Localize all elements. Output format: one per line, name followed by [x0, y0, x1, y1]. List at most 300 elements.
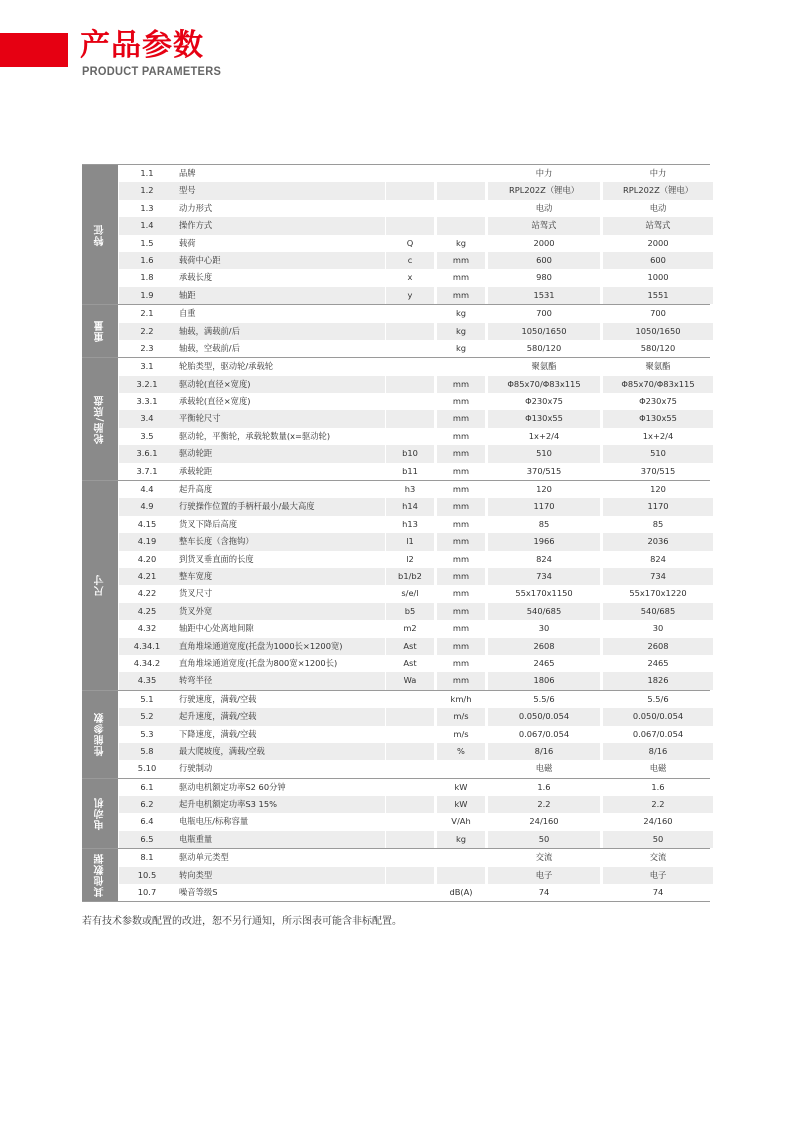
- spec-no: 3.2.1: [119, 376, 175, 393]
- spec-value-model-2: 1.6: [602, 779, 713, 796]
- spec-value-model-2: 电动: [602, 200, 713, 217]
- spec-symbol: m2: [385, 620, 434, 637]
- spec-value-model-1: 1806: [487, 672, 600, 689]
- spec-value-model-2: 120: [602, 481, 713, 498]
- spec-group-label: [82, 779, 119, 849]
- spec-unit: [436, 867, 485, 884]
- spec-unit: mm: [436, 620, 485, 637]
- spec-value-model-2: RPL202Z（锂电）: [602, 182, 713, 199]
- spec-name: 驱动轮距: [175, 445, 385, 462]
- spec-no: 6.5: [119, 831, 175, 848]
- spec-unit: [436, 760, 485, 777]
- spec-symbol: h14: [385, 498, 434, 515]
- spec-value-model-1: 1170: [487, 498, 600, 515]
- spec-name: 直角堆垛通道宽度(托盘为800宽×1200长): [179, 657, 338, 668]
- spec-symbol: [385, 884, 434, 901]
- spec-value-model-1: 0.067/0.054: [487, 726, 600, 743]
- spec-unit: [436, 849, 485, 866]
- spec-name: 载荷: [179, 237, 196, 248]
- spec-value-model-2: 1170: [602, 498, 713, 515]
- spec-no: 5.3: [140, 728, 154, 739]
- spec-name: 载荷中心距: [175, 252, 385, 269]
- spec-name: 承载长度: [179, 272, 213, 283]
- spec-no: 4.34.2: [133, 657, 161, 668]
- spec-name: 行驶速度，满载/空载: [179, 693, 257, 704]
- spec-value-model-2: 734: [602, 568, 713, 585]
- spec-no: 3.7.1: [136, 465, 158, 476]
- spec-name: 货叉外宽: [175, 603, 385, 620]
- spec-unit: [436, 182, 485, 199]
- spec-value-model-2: 2465: [602, 655, 713, 672]
- spec-unit: kW: [436, 779, 485, 796]
- spec-name: 行驶制动: [179, 763, 213, 774]
- spec-value-model-1: 85: [487, 516, 600, 533]
- spec-name: 驱动电机额定功率S2 60分钟: [179, 781, 286, 792]
- spec-unit: m/s: [436, 708, 485, 725]
- spec-no: 2.1: [140, 308, 154, 319]
- table-row: [119, 672, 713, 689]
- spec-value-model-2: 1x+2/4: [602, 428, 713, 445]
- spec-no: 6.2: [119, 796, 175, 813]
- spec-value-model-2: 74: [602, 884, 713, 901]
- spec-group-label: [82, 481, 119, 690]
- spec-symbol: Ast: [385, 655, 434, 672]
- table-row: [119, 481, 713, 498]
- spec-symbol: [385, 428, 434, 445]
- spec-name: 驱动轮(直径×宽度): [175, 376, 385, 393]
- table-row: [119, 533, 713, 550]
- spec-name: 自重: [179, 308, 196, 319]
- spec-value-model-2: 30: [602, 620, 713, 637]
- spec-symbol: b5: [385, 603, 434, 620]
- spec-group-label-text: 尺寸: [94, 574, 106, 597]
- spec-unit: mm: [436, 603, 485, 620]
- spec-unit: m/s: [436, 726, 485, 743]
- spec-value-model-1: 2.2: [487, 796, 600, 813]
- spec-value-model-1: 2000: [487, 235, 600, 252]
- spec-group: [82, 305, 710, 358]
- spec-unit: mm: [436, 655, 485, 672]
- table-row: [119, 726, 713, 743]
- spec-group-label-text: 轮胎/底盘: [94, 394, 106, 444]
- spec-symbol: h3: [385, 481, 434, 498]
- spec-value-model-1: 120: [487, 481, 600, 498]
- spec-name: 电瓶重量: [175, 831, 385, 848]
- spec-group-label-text: 电动机: [94, 796, 106, 830]
- spec-value-model-2: 1826: [602, 672, 713, 689]
- spec-name: 轮胎类型，驱动轮/承载轮: [179, 361, 274, 372]
- spec-no: 5.2: [119, 708, 175, 725]
- spec-no: 4.34.1: [119, 638, 175, 655]
- table-row: [119, 165, 713, 182]
- table-row: [119, 568, 713, 585]
- spec-table: [82, 164, 710, 902]
- spec-group-label: [82, 305, 119, 357]
- spec-symbol: [385, 217, 434, 234]
- spec-no: 3.1: [140, 361, 154, 372]
- table-row: [119, 516, 713, 533]
- spec-no: 4.15: [137, 518, 157, 529]
- spec-value-model-2: 8/16: [602, 743, 713, 760]
- spec-symbol: [385, 708, 434, 725]
- spec-symbol: x: [385, 269, 434, 286]
- spec-group-label-text: 重量: [94, 320, 106, 343]
- spec-value-model-2: 1000: [602, 269, 713, 286]
- spec-name: 下降速度，满载/空载: [179, 728, 257, 739]
- spec-name: 轴距: [175, 287, 385, 304]
- spec-unit: mm: [436, 568, 485, 585]
- spec-value-model-2: 600: [602, 252, 713, 269]
- spec-name: 噪音等级S: [179, 887, 218, 898]
- table-row: [119, 393, 713, 410]
- spec-no: 3.5: [140, 430, 154, 441]
- spec-symbol: [385, 796, 434, 813]
- spec-value-model-1: 74: [487, 884, 600, 901]
- spec-no: 8.1: [140, 852, 154, 863]
- spec-unit: kg: [436, 340, 485, 357]
- spec-value-model-1: 5.5/6: [487, 691, 600, 708]
- spec-no: 1.4: [119, 217, 175, 234]
- spec-value-model-1: 510: [487, 445, 600, 462]
- spec-value-model-2: 1050/1650: [602, 323, 713, 340]
- spec-no: 4.21: [119, 568, 175, 585]
- table-row: [119, 498, 713, 515]
- spec-unit: kg: [436, 323, 485, 340]
- spec-unit: km/h: [436, 691, 485, 708]
- spec-symbol: [385, 743, 434, 760]
- spec-no: 4.35: [119, 672, 175, 689]
- spec-value-model-1: 55x170x1150: [487, 585, 600, 602]
- table-row: [119, 708, 713, 725]
- spec-unit: mm: [436, 498, 485, 515]
- spec-group: [82, 481, 710, 691]
- spec-group-label-text: 性能参数: [94, 712, 106, 757]
- spec-value-model-2: 700: [602, 305, 713, 322]
- spec-name: 到货叉垂直面的长度: [179, 553, 254, 564]
- spec-group: [82, 779, 710, 850]
- spec-symbol: [385, 200, 434, 217]
- spec-value-model-1: 24/160: [487, 813, 600, 830]
- spec-value-model-1: Φ85x70/Φ83x115: [487, 376, 600, 393]
- spec-group: [82, 358, 710, 481]
- spec-no: 5.1: [140, 693, 154, 704]
- spec-unit: mm: [436, 252, 485, 269]
- spec-value-model-1: 电动: [487, 200, 600, 217]
- spec-symbol: h13: [385, 516, 434, 533]
- spec-no: 1.9: [119, 287, 175, 304]
- spec-unit: mm: [436, 445, 485, 462]
- table-row: [119, 410, 713, 427]
- spec-name: 型号: [175, 182, 385, 199]
- spec-symbol: [385, 410, 434, 427]
- spec-value-model-2: 370/515: [602, 463, 713, 480]
- table-row: [119, 235, 713, 252]
- spec-no: 4.32: [137, 623, 157, 634]
- spec-symbol: [385, 726, 434, 743]
- spec-unit: [436, 217, 485, 234]
- spec-value-model-2: 0.050/0.054: [602, 708, 713, 725]
- spec-no: 5.10: [137, 763, 157, 774]
- spec-symbol: [385, 305, 434, 322]
- spec-unit: mm: [436, 428, 485, 445]
- table-row: [119, 831, 713, 848]
- spec-no: 2.3: [140, 342, 154, 353]
- spec-no: 6.1: [140, 781, 154, 792]
- spec-symbol: b11: [385, 463, 434, 480]
- spec-symbol: Q: [385, 235, 434, 252]
- spec-unit: dB(A): [436, 884, 485, 901]
- spec-symbol: l2: [385, 551, 434, 568]
- table-row: [119, 340, 713, 357]
- spec-value-model-2: 聚氨酯: [602, 358, 713, 375]
- spec-name: 行驶操作位置的手柄杆最小/最大高度: [175, 498, 385, 515]
- spec-name: 起升高度: [179, 484, 213, 495]
- table-row: [119, 638, 713, 655]
- table-row: [119, 376, 713, 393]
- spec-group-label: [82, 358, 119, 480]
- spec-value-model-2: Φ130x55: [602, 410, 713, 427]
- spec-name: 起升电机额定功率S3 15%: [175, 796, 385, 813]
- spec-symbol: [385, 867, 434, 884]
- page-subtitle: PRODUCT PARAMETERS: [82, 64, 222, 78]
- spec-value-model-1: 30: [487, 620, 600, 637]
- spec-name: 整车宽度: [175, 568, 385, 585]
- spec-value-model-1: 电子: [487, 867, 600, 884]
- table-row: [119, 463, 713, 480]
- spec-group: [82, 164, 710, 305]
- spec-no: 6.4: [140, 816, 154, 827]
- spec-value-model-1: 1.6: [487, 779, 600, 796]
- spec-symbol: [385, 165, 434, 182]
- spec-group: [82, 691, 710, 779]
- table-row: [119, 743, 713, 760]
- table-row: [119, 428, 713, 445]
- spec-value-model-1: Φ130x55: [487, 410, 600, 427]
- spec-no: 1.1: [140, 168, 154, 178]
- spec-name: 整车长度（含拖钩）: [175, 533, 385, 550]
- spec-unit: [436, 358, 485, 375]
- spec-value-model-2: 站驾式: [602, 217, 713, 234]
- table-row: [119, 287, 713, 304]
- spec-value-model-1: 2608: [487, 638, 600, 655]
- spec-value-model-1: 1x+2/4: [487, 428, 600, 445]
- spec-value-model-2: 55x170x1220: [602, 585, 713, 602]
- table-row: [119, 867, 713, 884]
- spec-unit: mm: [436, 410, 485, 427]
- spec-unit: mm: [436, 463, 485, 480]
- table-row: [119, 813, 713, 830]
- spec-symbol: [385, 376, 434, 393]
- table-row: [119, 796, 713, 813]
- spec-name: 驱动单元类型: [179, 852, 229, 863]
- table-row: [119, 779, 713, 796]
- page-title: 产品参数: [80, 28, 204, 63]
- spec-value-model-2: 50: [602, 831, 713, 848]
- spec-unit: mm: [436, 287, 485, 304]
- spec-name: 电瓶电压/标称容量: [179, 816, 249, 827]
- table-row: [119, 305, 713, 322]
- spec-value-model-1: 540/685: [487, 603, 600, 620]
- spec-unit: %: [436, 743, 485, 760]
- spec-name: 最大爬坡度，满载/空载: [175, 743, 385, 760]
- table-row: [119, 323, 713, 340]
- table-row: [119, 551, 713, 568]
- table-row: [119, 603, 713, 620]
- spec-value-model-2: 2608: [602, 638, 713, 655]
- table-row: [119, 849, 713, 866]
- spec-name: 品牌: [179, 168, 196, 178]
- spec-value-model-2: 5.5/6: [602, 691, 713, 708]
- spec-value-model-1: 2465: [487, 655, 600, 672]
- spec-value-model-1: 8/16: [487, 743, 600, 760]
- spec-symbol: Ast: [385, 638, 434, 655]
- spec-unit: [436, 200, 485, 217]
- spec-unit: mm: [436, 393, 485, 410]
- spec-name: 起升速度，满载/空载: [175, 708, 385, 725]
- spec-value-model-1: Φ230x75: [487, 393, 600, 410]
- spec-name: 驱动轮，平衡轮，承载轮数量(x=驱动轮): [179, 430, 331, 441]
- spec-unit: mm: [436, 516, 485, 533]
- spec-group-label-text: 其他数据: [94, 853, 106, 898]
- spec-no: 1.3: [140, 202, 154, 213]
- spec-unit: mm: [436, 638, 485, 655]
- spec-symbol: y: [385, 287, 434, 304]
- spec-value-model-2: 24/160: [602, 813, 713, 830]
- footnote: 若有技术参数或配置的改进，恕不另行通知，所示图表可能含非标配置。: [82, 916, 402, 927]
- table-row: [119, 655, 713, 672]
- spec-value-model-1: 1531: [487, 287, 600, 304]
- spec-name: 直角堆垛通道宽度(托盘为1000长×1200宽): [175, 638, 385, 655]
- spec-value-model-1: 1050/1650: [487, 323, 600, 340]
- table-row: [119, 200, 713, 217]
- spec-name: 承载轮距: [179, 465, 213, 476]
- spec-unit: kg: [436, 235, 485, 252]
- spec-name: 转向类型: [175, 867, 385, 884]
- spec-symbol: [385, 691, 434, 708]
- spec-no: 4.4: [140, 484, 154, 495]
- spec-value-model-1: 中力: [487, 165, 600, 182]
- table-row: [119, 269, 713, 286]
- spec-symbol: s/e/l: [385, 585, 434, 602]
- spec-symbol: [385, 393, 434, 410]
- spec-value-model-2: 交流: [602, 849, 713, 866]
- spec-symbol: c: [385, 252, 434, 269]
- spec-value-model-1: 站驾式: [487, 217, 600, 234]
- spec-unit: kg: [436, 305, 485, 322]
- spec-name: 转弯半径: [175, 672, 385, 689]
- table-row: [119, 217, 713, 234]
- spec-name: 货叉下降后高度: [179, 518, 238, 529]
- spec-value-model-2: 1551: [602, 287, 713, 304]
- spec-value-model-1: 700: [487, 305, 600, 322]
- spec-no: 1.2: [119, 182, 175, 199]
- spec-no: 1.8: [140, 272, 154, 283]
- spec-value-model-2: Φ85x70/Φ83x115: [602, 376, 713, 393]
- spec-no: 4.22: [137, 588, 157, 599]
- spec-symbol: [385, 182, 434, 199]
- table-row: [119, 620, 713, 637]
- spec-unit: kg: [436, 831, 485, 848]
- spec-symbol: [385, 849, 434, 866]
- spec-unit: [436, 165, 485, 182]
- spec-no: 3.4: [119, 410, 175, 427]
- spec-symbol: [385, 340, 434, 357]
- spec-value-model-1: 600: [487, 252, 600, 269]
- spec-value-model-2: 824: [602, 551, 713, 568]
- spec-unit: mm: [436, 551, 485, 568]
- spec-unit: mm: [436, 376, 485, 393]
- spec-symbol: b10: [385, 445, 434, 462]
- spec-group: [82, 849, 710, 902]
- table-row: [119, 884, 713, 901]
- spec-value-model-1: 734: [487, 568, 600, 585]
- spec-unit: mm: [436, 672, 485, 689]
- table-row: [119, 252, 713, 269]
- spec-value-model-2: 85: [602, 516, 713, 533]
- spec-name: 轴载，满载前/后: [175, 323, 385, 340]
- spec-value-model-1: 580/120: [487, 340, 600, 357]
- table-row: [119, 182, 713, 199]
- spec-no: 4.19: [119, 533, 175, 550]
- spec-value-model-1: 0.050/0.054: [487, 708, 600, 725]
- spec-no: 4.9: [119, 498, 175, 515]
- spec-value-model-1: 电磁: [487, 760, 600, 777]
- spec-no: 10.7: [137, 887, 157, 898]
- spec-name: 动力形式: [179, 202, 213, 213]
- table-row: [119, 358, 713, 375]
- spec-value-model-1: 50: [487, 831, 600, 848]
- spec-value-model-2: 540/685: [602, 603, 713, 620]
- header-red-bar: [0, 33, 68, 67]
- spec-value-model-1: 交流: [487, 849, 600, 866]
- spec-symbol: [385, 760, 434, 777]
- spec-value-model-2: 0.067/0.054: [602, 726, 713, 743]
- spec-symbol: [385, 779, 434, 796]
- spec-name: 平衡轮尺寸: [175, 410, 385, 427]
- spec-symbol: [385, 813, 434, 830]
- spec-unit: mm: [436, 533, 485, 550]
- spec-unit: mm: [436, 481, 485, 498]
- spec-no: 1.6: [119, 252, 175, 269]
- spec-symbol: [385, 831, 434, 848]
- spec-group-label: [82, 691, 119, 778]
- spec-value-model-2: 580/120: [602, 340, 713, 357]
- spec-value-model-1: 聚氨酯: [487, 358, 600, 375]
- spec-name: 操作方式: [175, 217, 385, 234]
- spec-value-model-2: Φ230x75: [602, 393, 713, 410]
- spec-name: 承载轮(直径×宽度): [179, 396, 251, 407]
- spec-symbol: Wa: [385, 672, 434, 689]
- spec-value-model-2: 2.2: [602, 796, 713, 813]
- table-row: [119, 585, 713, 602]
- spec-value-model-1: 370/515: [487, 463, 600, 480]
- table-row: [119, 760, 713, 777]
- spec-no: 1.5: [140, 237, 154, 248]
- spec-no: 3.3.1: [136, 396, 158, 407]
- spec-unit: mm: [436, 269, 485, 286]
- table-row: [119, 691, 713, 708]
- spec-value-model-1: RPL202Z（锂电）: [487, 182, 600, 199]
- spec-name: 货叉尺寸: [179, 588, 213, 599]
- spec-value-model-1: 1966: [487, 533, 600, 550]
- spec-no: 4.20: [137, 553, 157, 564]
- spec-no: 2.2: [119, 323, 175, 340]
- spec-no: 5.8: [119, 743, 175, 760]
- spec-no: 10.5: [119, 867, 175, 884]
- spec-value-model-2: 中力: [602, 165, 713, 182]
- spec-value-model-2: 2036: [602, 533, 713, 550]
- spec-name: 轴距中心处离地间隙: [179, 623, 254, 634]
